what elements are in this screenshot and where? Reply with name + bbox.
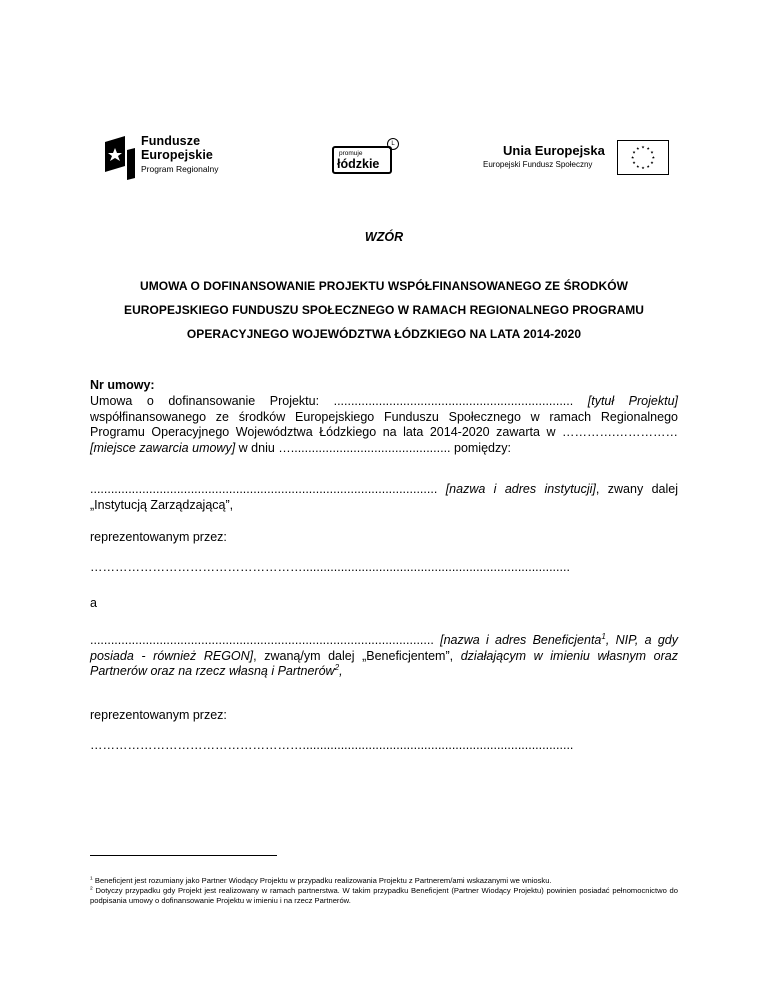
fundusze-logo-text xyxy=(141,134,213,162)
beneficiary-text: , zwaną/ym dalej „Beneficjentem”, xyxy=(253,648,461,663)
beneficiary-placeholder: [nazwa i adres Beneficjenta xyxy=(440,633,602,647)
eu-star-icon xyxy=(642,146,645,149)
institution-dots: .................................................................................................... xyxy=(90,482,446,496)
lodzkie-logo-mark: L xyxy=(387,138,399,150)
eu-star-icon xyxy=(647,165,650,168)
lodzkie-logo xyxy=(332,138,412,180)
fundusze-logo-line1: Fundusze xyxy=(141,134,201,148)
footnote-1-number: 1 xyxy=(90,876,93,882)
fundusze-europejskie-logo xyxy=(103,134,253,186)
footnote-2 xyxy=(90,886,678,906)
beneficiary-partners-text: działającym w imieniu własnym oraz Partnerów oraz na rzecz własną i Partnerów xyxy=(90,648,678,678)
eu-logo-title: Unia Europejska xyxy=(503,143,605,158)
lodzkie-logo-name: łódzkie xyxy=(337,157,380,171)
document-label: WZÓR xyxy=(364,230,404,244)
eu-star-icon xyxy=(633,161,636,164)
eu-star-icon xyxy=(642,166,645,169)
footnote-1-text: Beneficjent jest rozumiany jako Partner Wiodący Projektu w przypadku realizowania Projektu z Partnerem/ami wskazanymi we wniosku. xyxy=(94,876,552,885)
eu-star-icon xyxy=(636,147,639,150)
beneficiary-paragraph xyxy=(90,633,678,680)
representative-dots-2: …………………………………………….............................................................................. xyxy=(90,738,574,752)
eu-logo-subtitle: Europejski Fundusz Społeczny xyxy=(483,160,593,169)
contract-intro-paragraph xyxy=(90,394,678,456)
contract-number-label: Nr umowy: xyxy=(90,378,155,392)
represented-by-label-2: reprezentowanym przez: xyxy=(90,708,227,722)
eu-star-icon xyxy=(651,151,654,154)
representative-dots-1: ……………………………………………............................................................................. xyxy=(90,560,570,574)
eu-star-icon xyxy=(647,147,650,150)
fundusze-logo-line2: Europejskie xyxy=(141,148,213,162)
footnote-ref-1: 1 xyxy=(601,631,606,641)
beneficiary-comma: , xyxy=(339,664,343,678)
footnote-2-text: Dotyczy przypadku gdy Projekt jest realizowany w ramach partnerstwa. W takim przypadku Beneficjent (Partner Wiodący Projektu) powinien posiadać pełnomocnictwo do podpisania umowy o dofinansowanie Projektu w imieniu i na rzecz Partnerów. xyxy=(90,886,678,905)
institution-text: , zwany dalej „Instytucją Zarządzającą”, xyxy=(90,482,678,512)
intro-text-2: współfinansowanego ze środków Europejskiego Funduszu Społecznego w ramach Regionalnego Programu Operacyjnego Województwa Łódzkiego na lata 2014-2020 zawarta w ………….…………… xyxy=(90,409,678,439)
intro-text-3: w dniu ….............................................. pomiędzy: xyxy=(235,440,511,455)
footnote-1 xyxy=(90,876,678,886)
institution-placeholder: [nazwa i adres instytucji] xyxy=(445,482,596,496)
fundusze-europejskie-mark-icon xyxy=(103,136,135,180)
lodzkie-logo-promuje: promuje xyxy=(339,150,363,157)
institution-paragraph xyxy=(90,482,678,513)
footnote-separator xyxy=(90,855,277,856)
project-title-placeholder: [tytuł Projektu] xyxy=(587,394,678,408)
document-title-line2: EUROPEJSKIEGO FUNDUSZU SPOŁECZNEGO W RAMACH REGIONALNEGO PROGRAMU xyxy=(124,303,644,317)
intro-text-1: Umowa o dofinansowanie Projektu: ..................................................................... xyxy=(90,394,588,408)
eu-star-icon xyxy=(651,161,654,164)
represented-by-label-1: reprezentowanym przez: xyxy=(90,530,227,544)
footnote-ref-2: 2 xyxy=(334,662,340,672)
eu-logo xyxy=(483,140,683,180)
contract-place-placeholder: [miejsce zawarcia umowy] xyxy=(90,440,236,455)
eu-flag-icon xyxy=(617,140,669,175)
eu-star-icon xyxy=(633,151,636,154)
conjunction-a: a xyxy=(90,596,97,610)
beneficiary-dots: ................................................................................................... xyxy=(90,633,441,647)
eu-star-icon xyxy=(636,165,639,168)
eu-star-icon xyxy=(652,156,655,159)
beneficiary-placeholder-2: , NIP, a gdy posiada - również REGON] xyxy=(90,633,678,663)
footnote-2-number: 2 xyxy=(90,886,93,892)
fundusze-logo-subtitle: Program Regionalny xyxy=(141,164,219,174)
document-title-line1: UMOWA O DOFINANSOWANIE PROJEKTU WSPÓŁFINANSOWANEGO ZE ŚRODKÓW xyxy=(140,279,628,293)
eu-star-icon xyxy=(631,156,634,159)
document-title-line3: OPERACYJNEGO WOJEWÓDZTWA ŁÓDZKIEGO NA LATA 2014-2020 xyxy=(186,327,582,341)
